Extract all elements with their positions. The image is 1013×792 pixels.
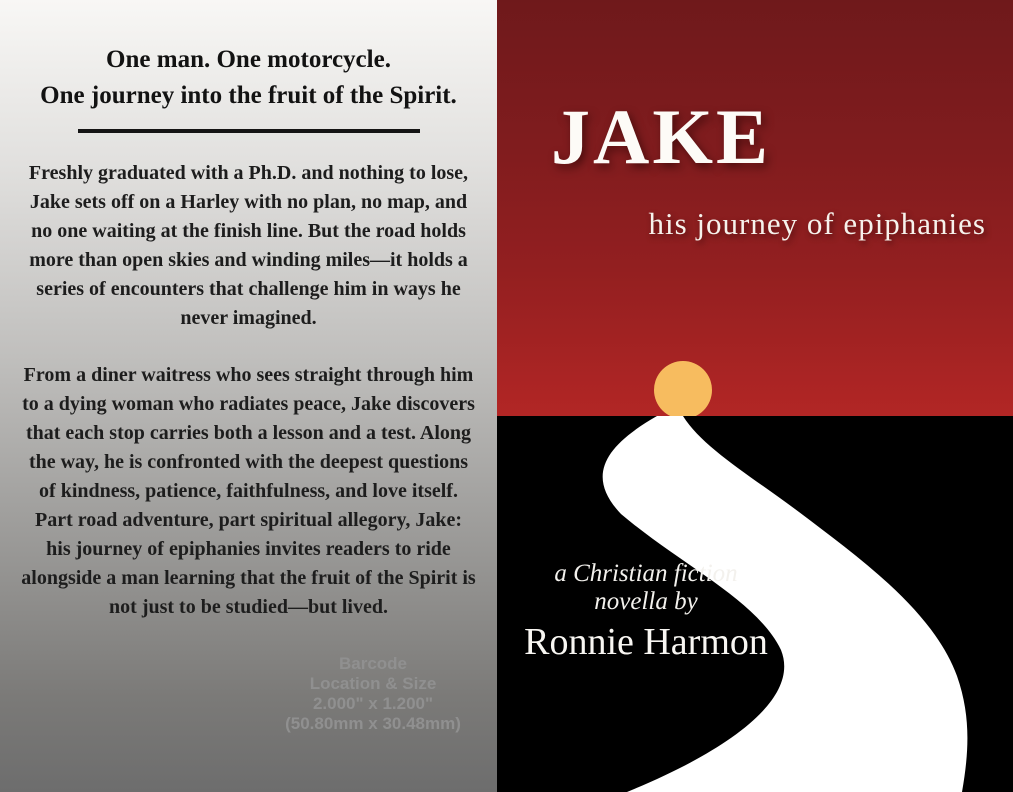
book-title: JAKE — [551, 93, 772, 180]
back-tagline-line2: One journey into the fruit of the Spirit. — [40, 81, 457, 109]
barcode-placeholder-line1: Barcode — [338, 654, 408, 673]
author-name: Ronnie Harmon — [524, 621, 768, 663]
byline-block — [497, 560, 795, 662]
barcode-placeholder — [248, 654, 498, 734]
sun-icon — [654, 361, 712, 419]
back-blurb-paragraph-1: Freshly graduated with a Ph.D. and nothing to lose, Jake sets off on a Harley with no plan, no map, and no one waiting at the finish line. But the road holds more than open skies and winding miles—it holds a series of encounters that challenge him in ways he never imagined. — [28, 162, 469, 329]
back-tagline-line1: One man. One motorcycle. — [106, 46, 391, 73]
byline-line2: novella by — [594, 588, 698, 615]
back-blurb — [21, 159, 477, 622]
back-blurb-paragraph-2: From a diner waitress who sees straight through him to a dying woman who radiates peace, Jake discovers that each stop carries both a lesson and a test. Along the way, he is confronted with the deepest questions of kindness, patience, faithfulness, and love itself. — [22, 364, 475, 502]
back-blurb-paragraph-3: Part road adventure, part spiritual allegory, Jake: his journey of epiphanies invites readers to ride alongside a man learning that the fruit of the Spirit is not just to be studied—but lived. — [21, 509, 476, 618]
byline-line1: a Christian fiction — [554, 560, 738, 587]
barcode-placeholder-line4: (50.80mm x 30.48mm) — [285, 714, 461, 733]
barcode-placeholder-line3: 2.000" x 1.200" — [312, 694, 434, 713]
back-cover — [0, 0, 497, 792]
front-cover — [497, 0, 1013, 792]
book-subtitle: his journey of epiphanies — [648, 206, 986, 241]
tagline-divider-rule — [78, 129, 420, 133]
back-tagline — [0, 0, 497, 113]
barcode-placeholder-line2: Location & Size — [309, 674, 437, 693]
